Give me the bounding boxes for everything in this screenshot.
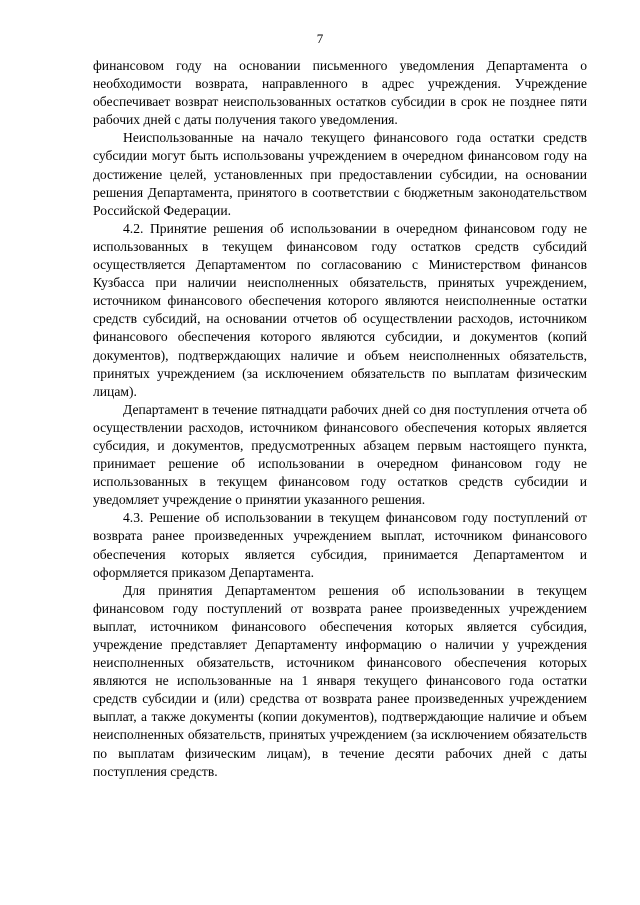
paragraph-clause-4-2: 4.2. Принятие решения об использовании в очередном финансовом году не использованных в текущем финансовом году остатков средств субсидий осуществляется Департаментом по согласованию с Министерством финансов Кузбасса при наличии неисполненных обязательств, принятых учреждением, источником финансового обеспечения которого являются неисполненные остатки средств субсидий, на основании отчетов об осуществлении расходов, источником финансового обеспечения которого являются субсидии, и документов (копий документов), подтверждающих наличие и объем неисполненных обязательств, принятых учреждением (за исключением обязательств по выплатам физическим лицам). [93,220,587,399]
paragraph-unused-balances: Неиспользованные на начало текущего финансового года остатки средств субсидии могут быть использованы учреждением в очередном финансовом году на достижение целей, установленных при предоставлении субсидии, на основании решения Департамента, принятого в соответствии с бюджетным законодательством Российской Федерации. [93,130,587,218]
paragraph-clause-4-3: 4.3. Решение об использовании в текущем финансовом году поступлений от возврата ранее произведенных учреждением выплат, источником финансового обеспечения которых является субсидия, принимается Департаментом и оформляется приказом Департамента. [93,510,587,580]
paragraph-return-continuation: финансовом году на основании письменного уведомления Департамента о необходимости возврата, направленного в адрес учреждения. Учреждение обеспечивает возврат неиспользованных остатков субсидии в срок не позднее пяти рабочих дней с даты получения такого уведомления. [93,58,587,128]
paragraph-department-decision: Департамент в течение пятнадцати рабочих дней со дня поступления отчета об осуществлении расходов, источником финансового обеспечения которых является субсидия, и документов, предусмотренных абзацем первым настоящего пункта, принимает решение об использовании в очередном финансовом году не использованных в текущем финансовом году остатков средств субсидии и уведомляет учреждение о принятии указанного решения. [93,401,587,508]
paragraph-information-submission: Для принятия Департаментом решения об использовании в текущем финансовом году поступлений от возврата ранее произведенных учреждением выплат, источником финансового обеспечения которых является субсидия, учреждение представляет Департаменту информацию о наличии у учреждения неисполненных обязательств, источником финансового обеспечения которых являются не использованные на 1 января текущего финансового года остатки средств субсидии и (или) средства от возврата ранее произведенных учреждением выплат, а также документы (копии документов), подтверждающие наличие и объем неисполненных обязательств, принятых учреждением (за исключением обязательств по выплатам физическим лицам), в течение десяти рабочих дней с даты поступления средств. [93,582,587,779]
page-number: 7 [316,31,324,46]
document-body [93,57,587,781]
